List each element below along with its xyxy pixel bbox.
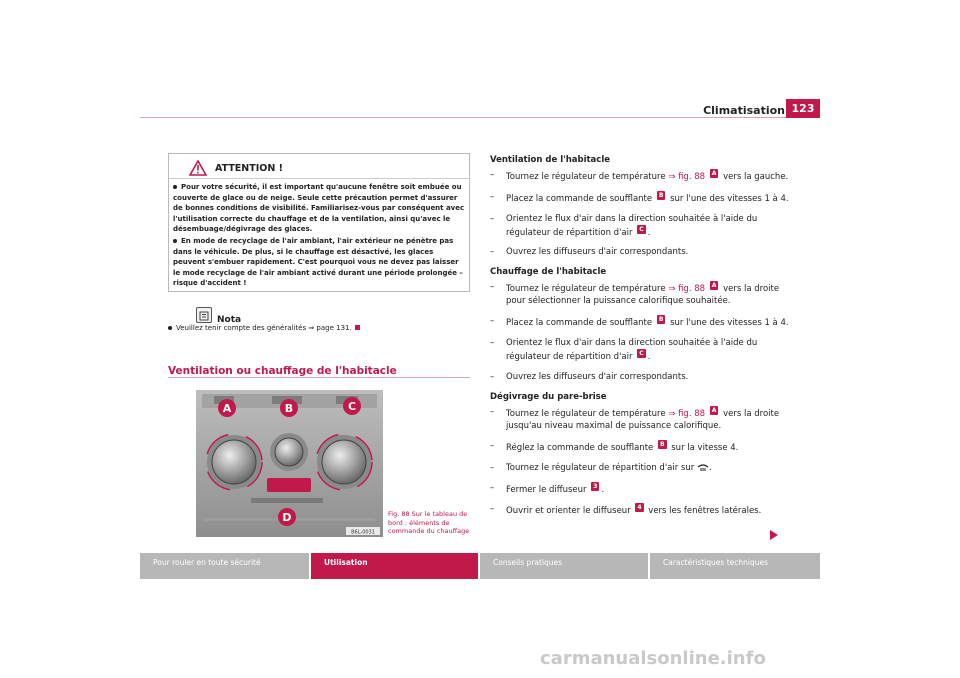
end-mark-icon (355, 325, 360, 330)
warning-box (168, 153, 470, 292)
instruction-item: – Placez la commande de soufflante B sur l'une des vitesses 1 à 4. (490, 191, 789, 204)
header-rule (140, 117, 820, 118)
figure-label: C (347, 400, 357, 413)
control-tag: A (711, 282, 717, 290)
heading-degivrage: Dégivrage du pare-brise (490, 391, 607, 402)
tab-conseils-pratiques[interactable]: Conseils pratiques (480, 553, 648, 579)
figure-label: A (222, 402, 232, 415)
heading-ventilation: Ventilation de l'habitacle (490, 155, 611, 165)
control-tag: 4 (637, 504, 642, 512)
warning-header (189, 158, 283, 178)
figure-reference-link[interactable]: ⇒ fig. 88 (668, 284, 706, 295)
nota-title: Nota (217, 315, 242, 325)
heater-panel-illustration (196, 390, 383, 537)
windshield-defrost-icon (697, 463, 709, 472)
warning-separator (169, 178, 469, 179)
bullet-icon (168, 326, 172, 330)
control-tag: B (659, 440, 665, 448)
figure-label: B (284, 402, 294, 415)
instruction-item: – Orientez le flux d'air dans la direction souhaitée à l'aide du régulateur de répartition d'air C . (490, 338, 758, 362)
section-heading: Ventilation ou chauffage de l'habitacle (168, 365, 397, 377)
figure-reference-link[interactable]: ⇒ fig. 88 (668, 171, 706, 182)
tab-pour-rouler[interactable]: Pour rouler en toute sécurité (140, 553, 309, 579)
control-tag: B (658, 316, 664, 324)
section-title: Climatisation (703, 104, 785, 117)
nota-text: Veuillez tenir compte des généralités ⇒ page 131. (168, 324, 360, 332)
control-tag: B (658, 191, 664, 199)
watermark: carmanualsonline.info (540, 648, 766, 669)
control-tag: 3 (593, 482, 598, 490)
instruction-item: – Ouvrez les diffuseurs d'air correspondants. (490, 371, 689, 382)
instruction-item: – Tournez le régulateur de température ⇒ fig. 88 A vers la gauche. (490, 170, 789, 182)
tab-utilisation[interactable]: Utilisation (311, 553, 478, 579)
figure-caption: Fig. 88 Sur le tableau de bord : éléments de commande du chauffage (388, 510, 470, 535)
figure-label: D (282, 511, 292, 524)
instruction-item: – Tournez le régulateur de température ⇒ fig. 88 A vers la droite pour sélectionner la puissance calorifique souhaitée. (490, 282, 780, 307)
page-number: 123 (786, 99, 820, 118)
bullet-icon (173, 185, 177, 189)
control-tag: C (639, 350, 644, 358)
figure-heater-controls (196, 390, 383, 537)
note-icon (196, 307, 212, 323)
nota-header (196, 305, 241, 325)
instruction-item: – Tournez le régulateur de température ⇒ fig. 88 A vers la droite jusqu'au niveau maximal de puissance calorifique. (490, 406, 780, 431)
instruction-item: – Réglez la commande de soufflante B sur la vitesse 4. (490, 440, 739, 453)
instructions-column (490, 154, 790, 525)
instruction-item: – Tournez le régulateur de répartition d'air sur . (490, 462, 712, 473)
figure-code: B6L-0031 (351, 529, 375, 536)
instruction-item: – Ouvrir et orienter le diffuseur 4 vers les fenêtres latérales. (490, 504, 762, 517)
bullet-icon (173, 239, 177, 243)
tab-caracteristiques[interactable]: Caractéristiques techniques (650, 553, 820, 579)
next-page-arrow-icon[interactable] (770, 530, 778, 540)
instruction-item: – Ouvrez les diffuseurs d'air correspondants. (490, 247, 689, 258)
figure-reference-link[interactable]: ⇒ fig. 88 (668, 408, 706, 419)
instruction-item: – Orientez le flux d'air dans la direction souhaitée à l'aide du régulateur de répartition d'air C . (490, 213, 758, 238)
warning-item: Pour votre sécurité, il est important qu'aucune fenêtre soit embuée ou couverte de glace ou de neige. Seule cette précaution permet d'assurer de bonnes conditions de visibilité. Familiarisez-vous par conséquent avec l'utilisation correcte du chauffage et de la ventilation, ainsi qu'avec le désembuage/dégivrage des glaces. (173, 183, 465, 233)
warning-title: ATTENTION ! (215, 162, 283, 174)
warning-triangle-icon (189, 160, 207, 176)
warning-item: En mode de recyclage de l'air ambiant, l'air extérieur ne pénètre pas dans le véhicule. De plus, si le chauffage est désactivé, les glaces peuvent s'embuer rapidement. C'est pourquoi vous ne devez pas laisser le mode recyclage de l'air ambiant activé durant une période prolongée – risque d'accident ! (173, 237, 463, 287)
heading-chauffage: Chauffage de l'habitacle (490, 267, 607, 278)
control-tag: C (639, 225, 644, 233)
instruction-item: – Placez la commande de soufflante B sur l'une des vitesses 1 à 4. (490, 316, 789, 329)
control-tag: A (711, 170, 717, 177)
control-tag: A (711, 406, 717, 414)
section-rule (168, 377, 470, 378)
instruction-item: – Fermer le diffuseur 3 . (490, 482, 605, 495)
